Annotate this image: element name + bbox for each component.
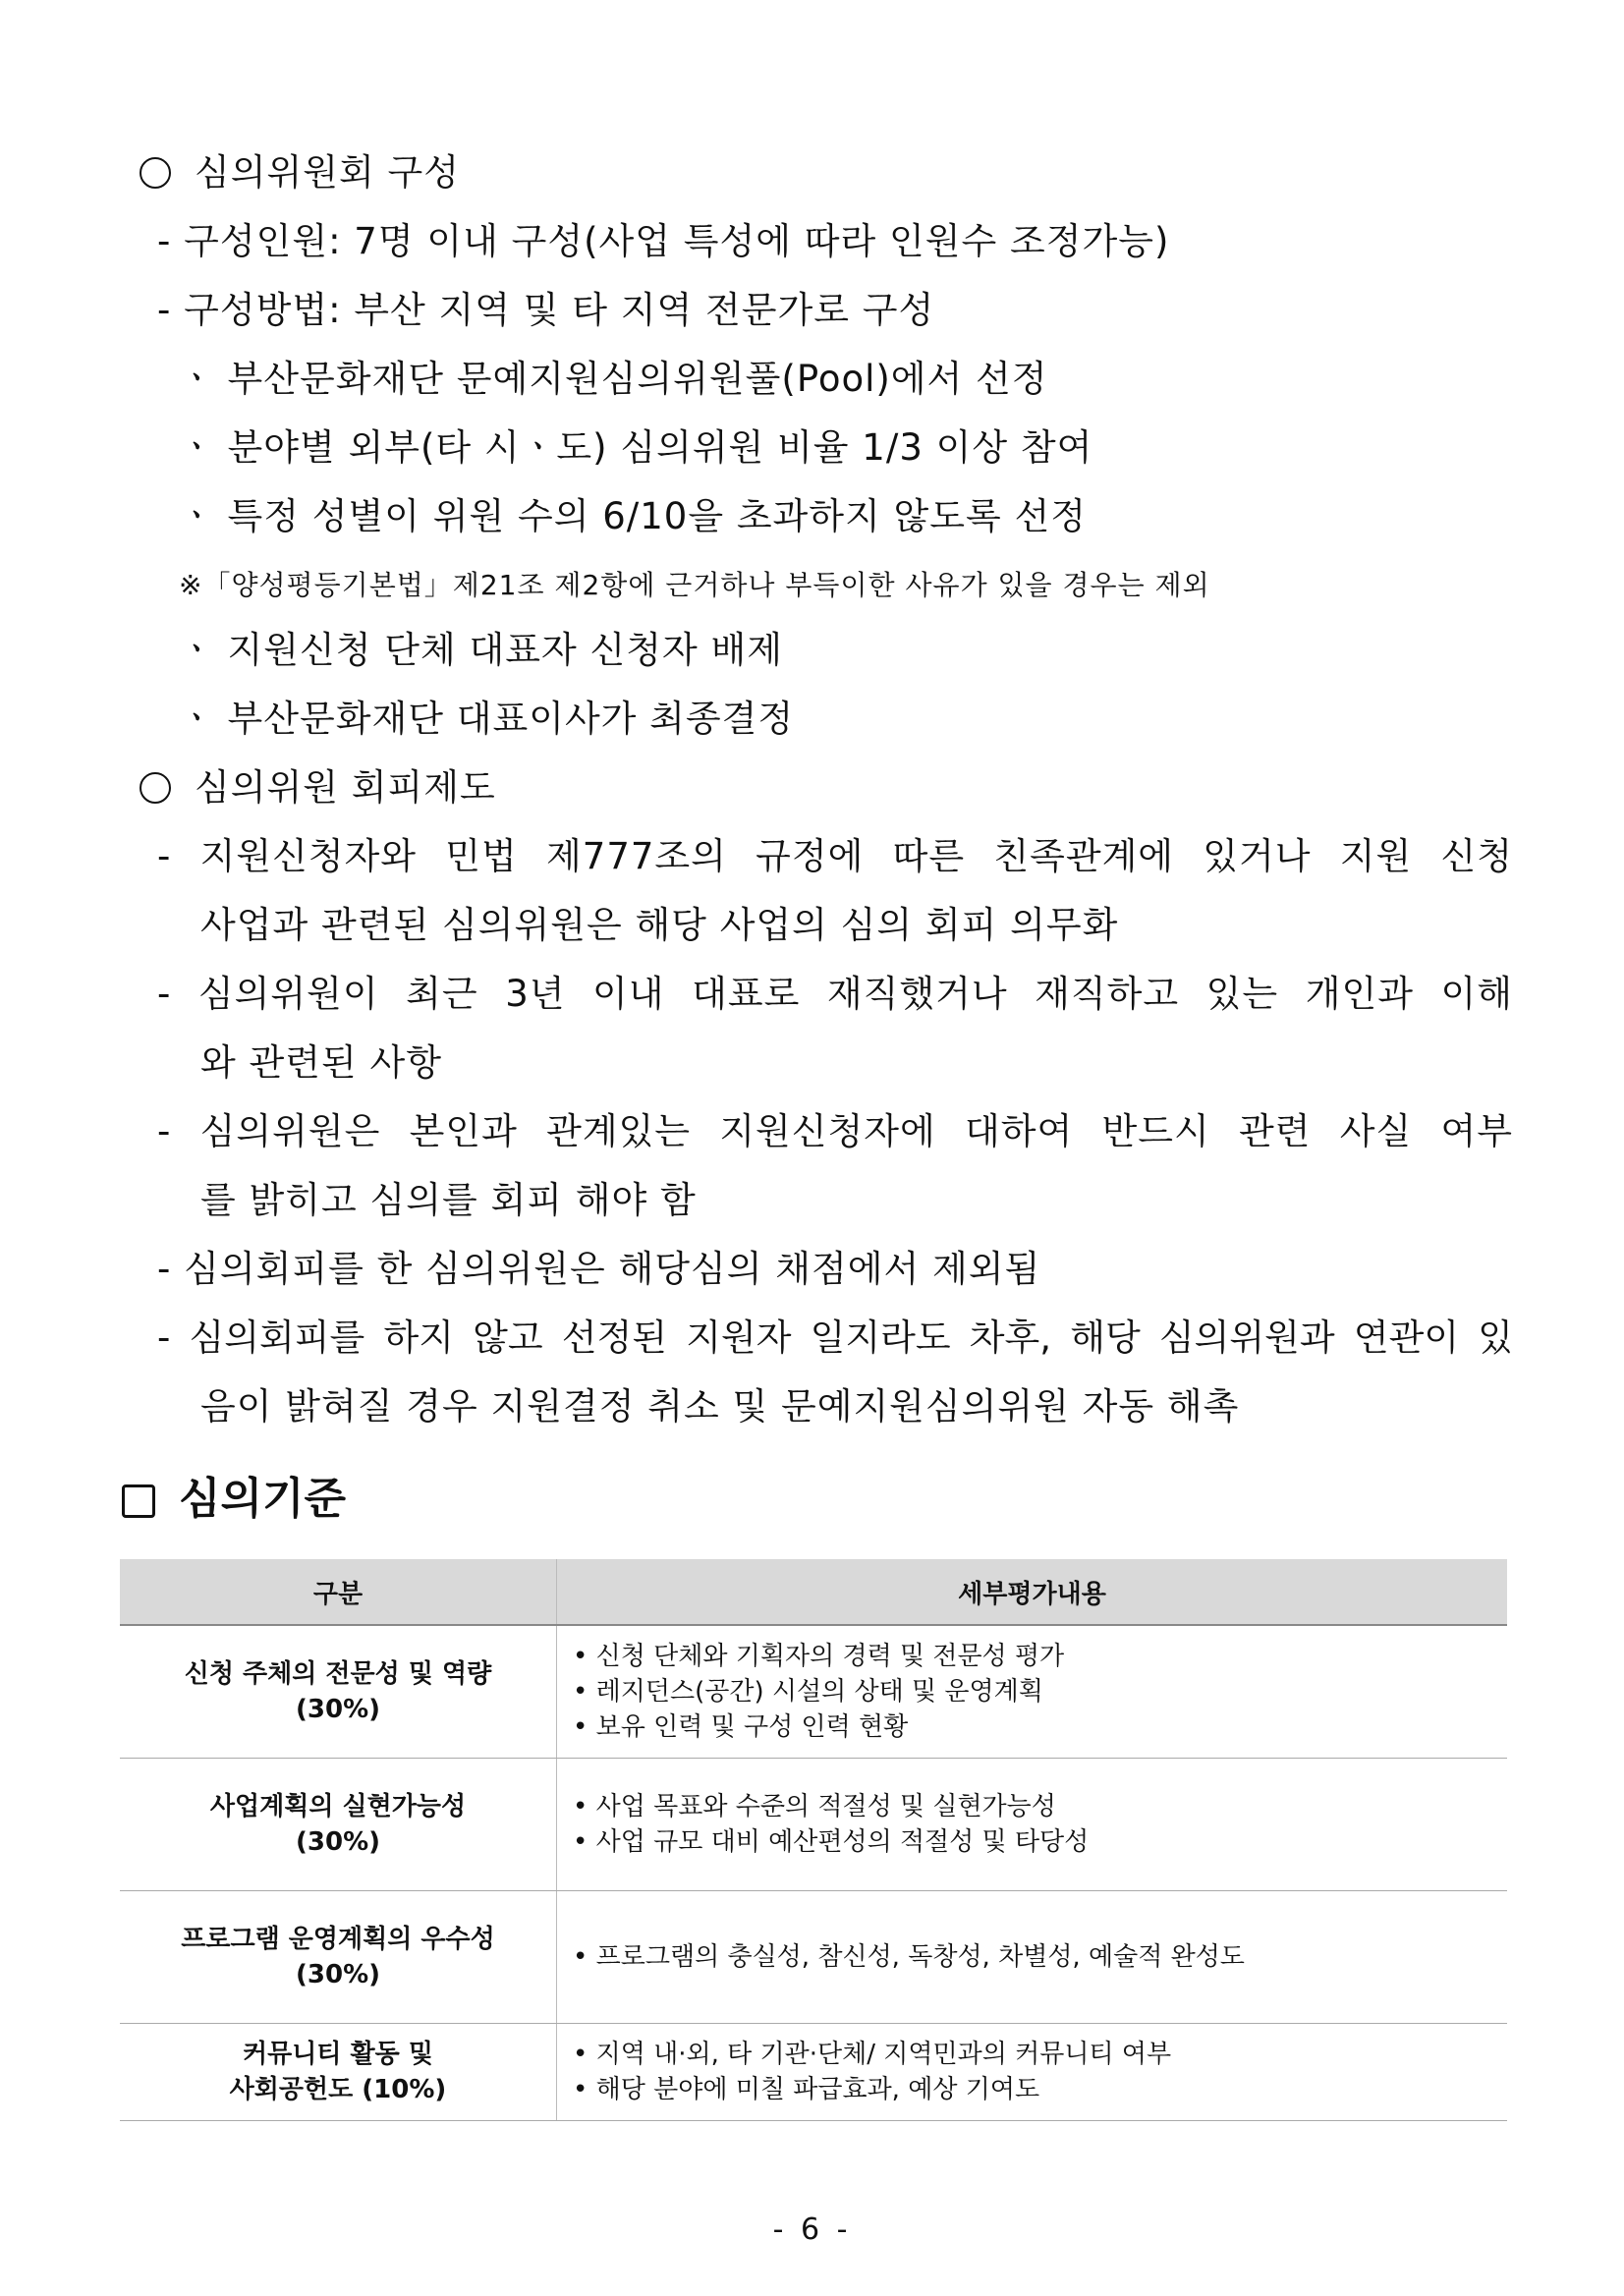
committee-bullet-3: ㆍ 특정 성별이 위원 수의 6/10을 초과하지 않도록 선정 bbox=[179, 495, 1088, 537]
detail-item: • 레지던스(공간) 시설의 상태 및 운영계획 bbox=[573, 1674, 1506, 1709]
recusal-item-4-line-1: - 심의회피를 한 심의위원은 해당심의 채점에서 제외됨 bbox=[157, 1248, 1041, 1290]
recusal-item-2-line-2: 와 관련된 사항 bbox=[200, 1041, 442, 1084]
col-category-header: 구분 bbox=[120, 1559, 557, 1625]
category-cell bbox=[120, 2024, 557, 2121]
committee-members: - 구성인원: 7명 이내 구성(사업 특성에 따라 인원수 조정가능) bbox=[157, 220, 1170, 262]
criteria-table bbox=[120, 1559, 1507, 2121]
recusal-item-3-line-2: 를 밝히고 심의를 회피 해야 함 bbox=[200, 1179, 697, 1221]
recusal-item-3-line-1: - 심의위원은 본인과 관계있는 지원신청자에 대하여 반드시 관련 사실 여부 bbox=[157, 1110, 1513, 1152]
category-weight: 사회공헌도 (10%) bbox=[229, 2075, 447, 2104]
recusal-item-5-line-1: - 심의회피를 하지 않고 선정된 지원자 일지라도 차후, 해당 심의위원과 연관이 있 bbox=[157, 1316, 1513, 1359]
category-weight: (30%) bbox=[296, 1695, 380, 1724]
category-name: 신청 주체의 전문성 및 역량 bbox=[184, 1659, 492, 1689]
committee-bullet-5: ㆍ 부산문화재단 대표이사가 최종결정 bbox=[179, 698, 795, 740]
category-weight: (30%) bbox=[296, 1960, 380, 1989]
recusal-item-2-line-1: - 심의위원이 최근 3년 이내 대표로 재직했거나 재직하고 있는 개인과 이해 bbox=[157, 973, 1513, 1015]
section-square-icon bbox=[122, 1484, 155, 1518]
detail-item: • 신청 단체와 기획자의 경력 및 전문성 평가 bbox=[573, 1639, 1506, 1674]
recusal-item-5-line-2: 음이 밝혀질 경우 지원결정 취소 및 문예지원심의위원 자동 해촉 bbox=[200, 1385, 1240, 1428]
detail-cell bbox=[557, 1891, 1508, 2024]
section-bullet-circle-icon bbox=[140, 772, 171, 804]
committee-note: ※「양성평등기본법」제21조 제2항에 근거하나 부득이한 사유가 있을 경우는 제외 bbox=[179, 569, 1210, 601]
detail-cell bbox=[557, 1759, 1508, 1891]
recusal-item-1-line-1: - 지원신청자와 민법 제777조의 규정에 따른 친족관계에 있거나 지원 신청 bbox=[157, 835, 1513, 877]
table-row bbox=[120, 1891, 1507, 2024]
recusal-item-1-line-2: 사업과 관련된 심의위원은 해당 사업의 심의 회피 의무화 bbox=[200, 904, 1119, 946]
col-detail-header: 세부평가내용 bbox=[557, 1559, 1508, 1625]
detail-item: • 사업 목표와 수준의 적절성 및 실현가능성 bbox=[573, 1789, 1506, 1824]
category-weight: (30%) bbox=[296, 1827, 380, 1857]
table-row bbox=[120, 2024, 1507, 2121]
category-cell bbox=[120, 1891, 557, 2024]
committee-bullet-2: ㆍ 분야별 외부(타 시ㆍ도) 심의위원 비율 1/3 이상 참여 bbox=[179, 426, 1093, 469]
detail-cell bbox=[557, 1625, 1508, 1759]
committee-method: - 구성방법: 부산 지역 및 타 지역 전문가로 구성 bbox=[157, 289, 935, 331]
page-number: - 6 - bbox=[772, 2212, 852, 2247]
category-name: 사업계획의 실현가능성 bbox=[209, 1792, 467, 1821]
category-name: 커뮤니티 활동 및 bbox=[243, 2040, 433, 2069]
table-row bbox=[120, 1625, 1507, 1759]
category-cell bbox=[120, 1759, 557, 1891]
detail-item: • 프로그램의 충실성, 참신성, 독창성, 차별성, 예술적 완성도 bbox=[573, 1939, 1506, 1975]
detail-item: • 지역 내·외, 타 기관·단체/ 지역민과의 커뮤니티 여부 bbox=[573, 2037, 1506, 2072]
detail-cell bbox=[557, 2024, 1508, 2121]
detail-item: • 보유 인력 및 구성 인력 현황 bbox=[573, 1709, 1506, 1745]
committee-bullet-4: ㆍ 지원신청 단체 대표자 신청자 배제 bbox=[179, 629, 783, 671]
section-bullet-circle-icon bbox=[140, 157, 171, 189]
committee-heading: 심의위원회 구성 bbox=[195, 151, 460, 194]
detail-item: • 사업 규모 대비 예산편성의 적절성 및 타당성 bbox=[573, 1824, 1506, 1860]
table-header-row bbox=[120, 1559, 1507, 1625]
detail-item: • 해당 분야에 미칠 파급효과, 예상 기여도 bbox=[573, 2072, 1506, 2107]
criteria-title: 심의기준 bbox=[179, 1474, 347, 1524]
recusal-heading: 심의위원 회피제도 bbox=[195, 766, 496, 809]
table-row bbox=[120, 1759, 1507, 1891]
committee-bullet-1: ㆍ 부산문화재단 문예지원심의위원풀(Pool)에서 선정 bbox=[179, 358, 1048, 400]
category-name: 프로그램 운영계획의 우수성 bbox=[181, 1925, 495, 1954]
category-cell bbox=[120, 1625, 557, 1759]
